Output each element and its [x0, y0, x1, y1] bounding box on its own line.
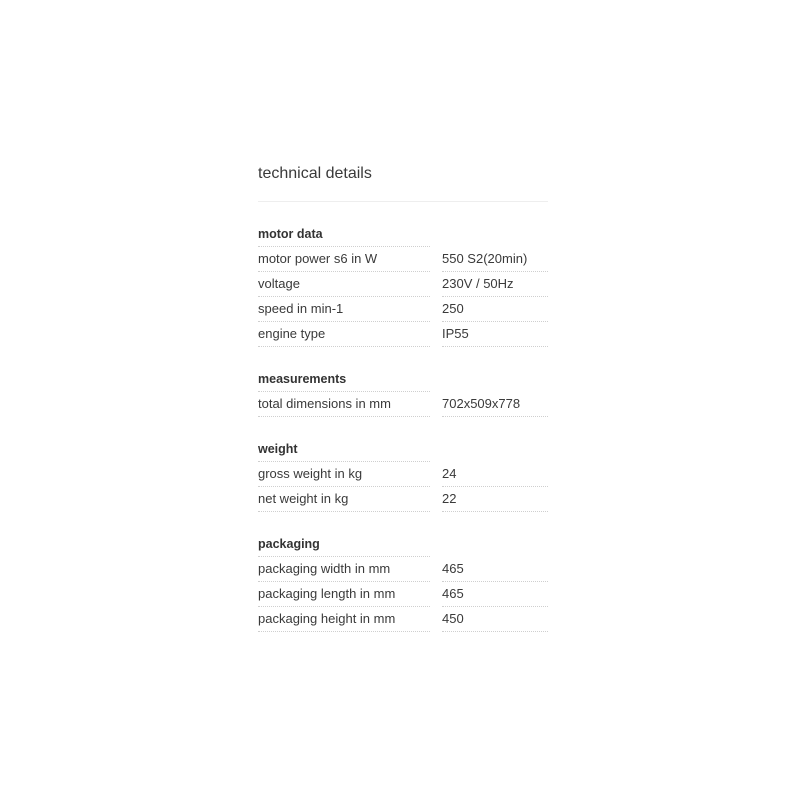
section-heading: packaging — [258, 532, 430, 557]
spec-label: voltage — [258, 272, 430, 297]
spec-label: packaging length in mm — [258, 582, 430, 607]
section-heading-row — [258, 437, 548, 462]
spec-value: 550 S2(20min) — [442, 247, 548, 272]
spec-value: 450 — [442, 607, 548, 632]
technical-details-panel — [258, 163, 548, 632]
section-heading: weight — [258, 437, 430, 462]
spec-row — [258, 272, 548, 297]
spec-row — [258, 582, 548, 607]
spec-label: speed in min-1 — [258, 297, 430, 322]
spec-label: gross weight in kg — [258, 462, 430, 487]
spec-row — [258, 487, 548, 512]
section-heading: motor data — [258, 222, 430, 247]
spec-value: 702x509x778 — [442, 392, 548, 417]
section-packaging — [258, 532, 548, 632]
spec-label: packaging height in mm — [258, 607, 430, 632]
spec-value: 465 — [442, 557, 548, 582]
spec-value: 24 — [442, 462, 548, 487]
section-motor-data — [258, 222, 548, 347]
spec-label: motor power s6 in W — [258, 247, 430, 272]
spec-label: total dimensions in mm — [258, 392, 430, 417]
section-heading: measurements — [258, 367, 430, 392]
spec-value: IP55 — [442, 322, 548, 347]
spec-label: engine type — [258, 322, 430, 347]
section-weight — [258, 437, 548, 512]
spec-row — [258, 392, 548, 417]
section-heading-row — [258, 367, 548, 392]
spec-row — [258, 322, 548, 347]
section-heading-row — [258, 222, 548, 247]
page-title: technical details — [258, 163, 548, 202]
spec-value: 465 — [442, 582, 548, 607]
spec-value: 230V / 50Hz — [442, 272, 548, 297]
spec-row — [258, 462, 548, 487]
section-heading-row — [258, 532, 548, 557]
spec-label: packaging width in mm — [258, 557, 430, 582]
spec-row — [258, 607, 548, 632]
spec-label: net weight in kg — [258, 487, 430, 512]
spec-row — [258, 557, 548, 582]
spec-value: 22 — [442, 487, 548, 512]
spec-row — [258, 297, 548, 322]
spec-value: 250 — [442, 297, 548, 322]
spec-row — [258, 247, 548, 272]
section-measurements — [258, 367, 548, 417]
